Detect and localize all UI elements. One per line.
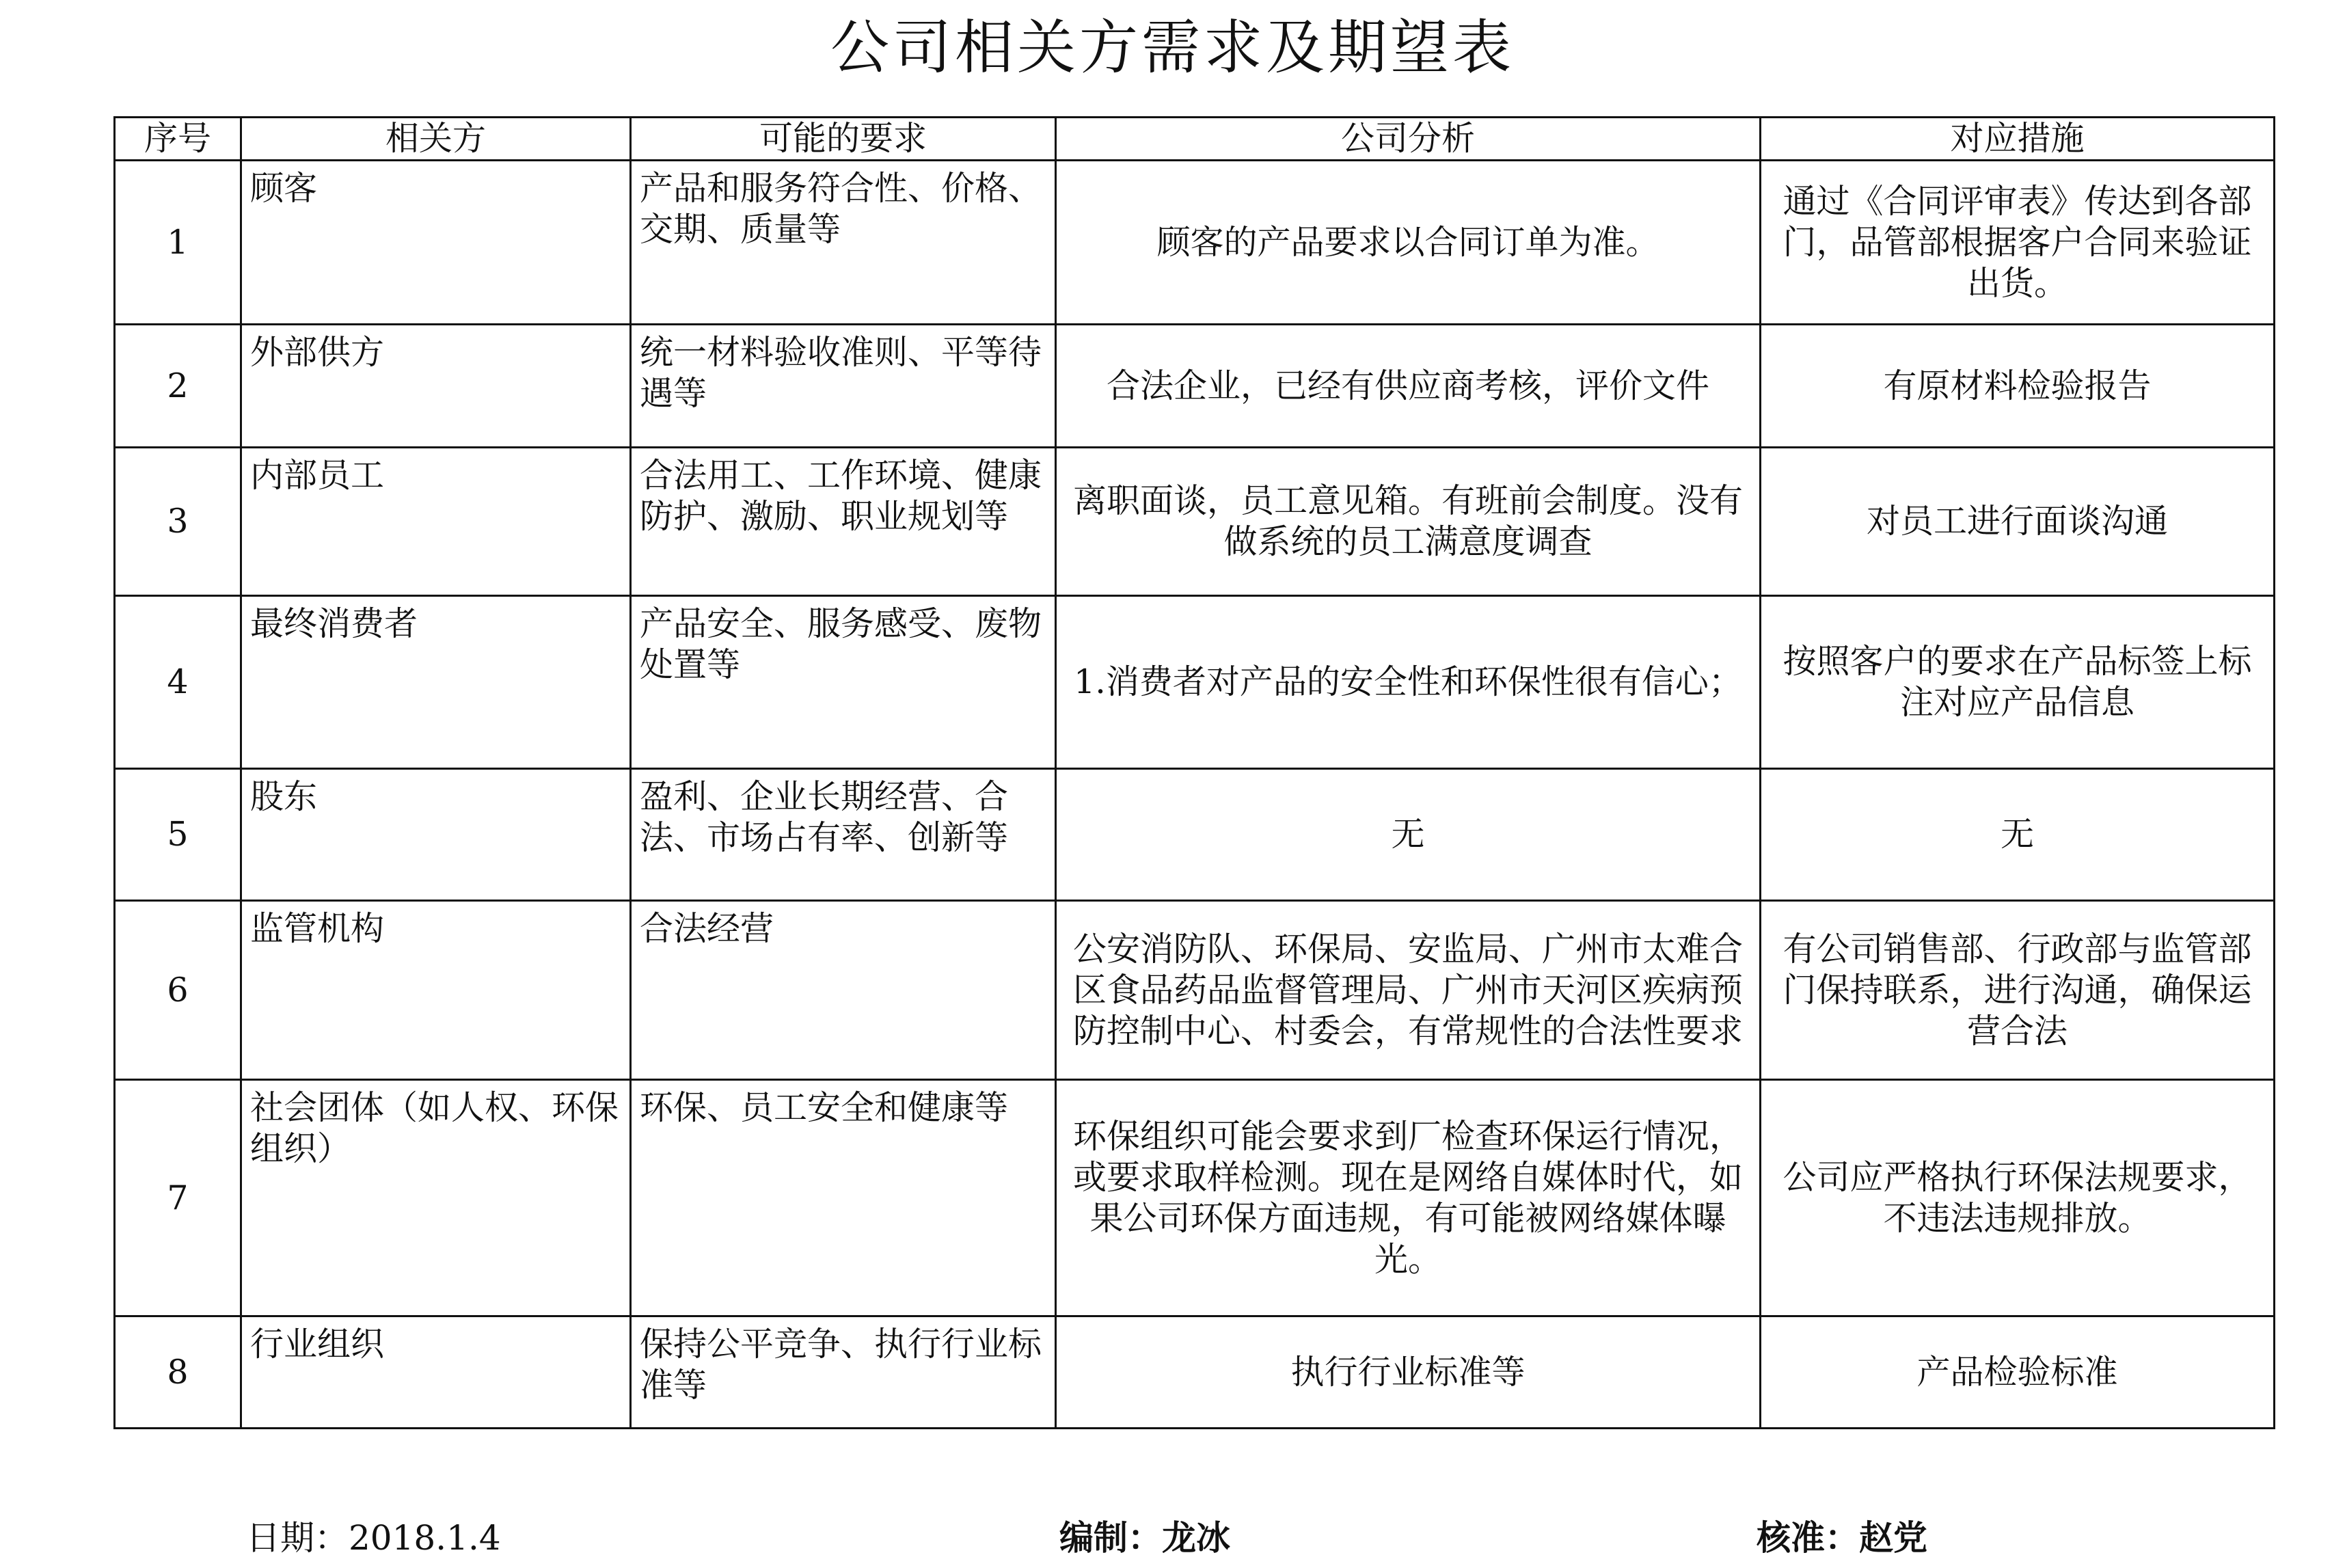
measures-cell: 公司应严格执行环保法规要求，不违法违规排放。 bbox=[1761, 1080, 2275, 1316]
stakeholder-cell: 最终消费者 bbox=[241, 596, 631, 769]
table-row bbox=[115, 596, 2275, 769]
table-row bbox=[115, 325, 2275, 448]
measures-cell: 有原材料检验报告 bbox=[1761, 325, 2275, 448]
stakeholder-cell: 内部员工 bbox=[241, 448, 631, 596]
requirement-cell: 合法用工、工作环境、健康防护、激励、职业规划等 bbox=[631, 448, 1056, 596]
column-header-party: 相关方 bbox=[241, 118, 631, 161]
measures-cell: 对员工进行面谈沟通 bbox=[1761, 448, 2275, 596]
analysis-cell: 离职面谈，员工意见箱。有班前会制度。没有做系统的员工满意度调查 bbox=[1056, 448, 1761, 596]
stakeholder-cell: 顾客 bbox=[241, 161, 631, 325]
requirement-cell: 盈利、企业长期经营、合法、市场占有率、创新等 bbox=[631, 769, 1056, 901]
stakeholder-cell: 社会团体（如人权、环保组织） bbox=[241, 1080, 631, 1316]
footer-prepared-by: 编制：龙冰 bbox=[1059, 1517, 1230, 1558]
analysis-cell: 1.消费者对产品的安全性和环保性很有信心； bbox=[1056, 596, 1761, 769]
row-number: 3 bbox=[115, 448, 241, 596]
measures-cell: 有公司销售部、行政部与监管部门保持联系，进行沟通，确保运营合法 bbox=[1761, 901, 2275, 1080]
stakeholder-cell: 监管机构 bbox=[241, 901, 631, 1080]
row-number: 1 bbox=[115, 161, 241, 325]
column-header-requirement: 可能的要求 bbox=[631, 118, 1056, 161]
measures-cell: 通过《合同评审表》传达到各部门，品管部根据客户合同来验证出货。 bbox=[1761, 161, 2275, 325]
table-row bbox=[115, 901, 2275, 1080]
stakeholder-cell: 行业组织 bbox=[241, 1316, 631, 1429]
analysis-cell: 顾客的产品要求以合同订单为准。 bbox=[1056, 161, 1761, 325]
measures-cell: 无 bbox=[1761, 769, 2275, 901]
analysis-cell: 无 bbox=[1056, 769, 1761, 901]
analysis-cell: 执行行业标准等 bbox=[1056, 1316, 1761, 1429]
table-row bbox=[115, 448, 2275, 596]
row-number: 7 bbox=[115, 1080, 241, 1316]
table-row bbox=[115, 161, 2275, 325]
column-header-no: 序号 bbox=[115, 118, 241, 161]
measures-cell: 按照客户的要求在产品标签上标注对应产品信息 bbox=[1761, 596, 2275, 769]
row-number: 8 bbox=[115, 1316, 241, 1429]
footer-approved-by: 核准：赵党 bbox=[1757, 1517, 1927, 1558]
row-number: 6 bbox=[115, 901, 241, 1080]
requirement-cell: 统一材料验收准则、平等待遇等 bbox=[631, 325, 1056, 448]
requirement-cell: 产品和服务符合性、价格、交期、质量等 bbox=[631, 161, 1056, 325]
table-row bbox=[115, 769, 2275, 901]
column-header-measures: 对应措施 bbox=[1761, 118, 2275, 161]
row-number: 4 bbox=[115, 596, 241, 769]
row-number: 5 bbox=[115, 769, 241, 901]
requirement-cell: 环保、员工安全和健康等 bbox=[631, 1080, 1056, 1316]
measures-cell: 产品检验标准 bbox=[1761, 1316, 2275, 1429]
table-row bbox=[115, 1316, 2275, 1429]
analysis-cell: 环保组织可能会要求到厂检查环保运行情况，或要求取样检测。现在是网络自媒体时代，如果公司环保方面违规，有可能被网络媒体曝光。 bbox=[1056, 1080, 1761, 1316]
stakeholder-cell: 股东 bbox=[241, 769, 631, 901]
row-number: 2 bbox=[115, 325, 241, 448]
stakeholder-cell: 外部供方 bbox=[241, 325, 631, 448]
analysis-cell: 合法企业，已经有供应商考核，评价文件 bbox=[1056, 325, 1761, 448]
requirement-cell: 合法经营 bbox=[631, 901, 1056, 1080]
requirement-cell: 产品安全、服务感受、废物处置等 bbox=[631, 596, 1056, 769]
requirement-cell: 保持公平竞争、执行行业标准等 bbox=[631, 1316, 1056, 1429]
table-row bbox=[115, 1080, 2275, 1316]
analysis-cell: 公安消防队、环保局、安监局、广州市太难合区食品药品监督管理局、广州市天河区疾病预防控制中心、村委会，有常规性的合法性要求 bbox=[1056, 901, 1761, 1080]
footer-date: 日期：2018.1.4 bbox=[246, 1518, 501, 1558]
column-header-analysis: 公司分析 bbox=[1056, 118, 1761, 161]
table-header-row bbox=[115, 118, 2275, 161]
page-title: 公司相关方需求及期望表 bbox=[830, 14, 1515, 82]
requirements-table bbox=[113, 116, 2275, 1429]
